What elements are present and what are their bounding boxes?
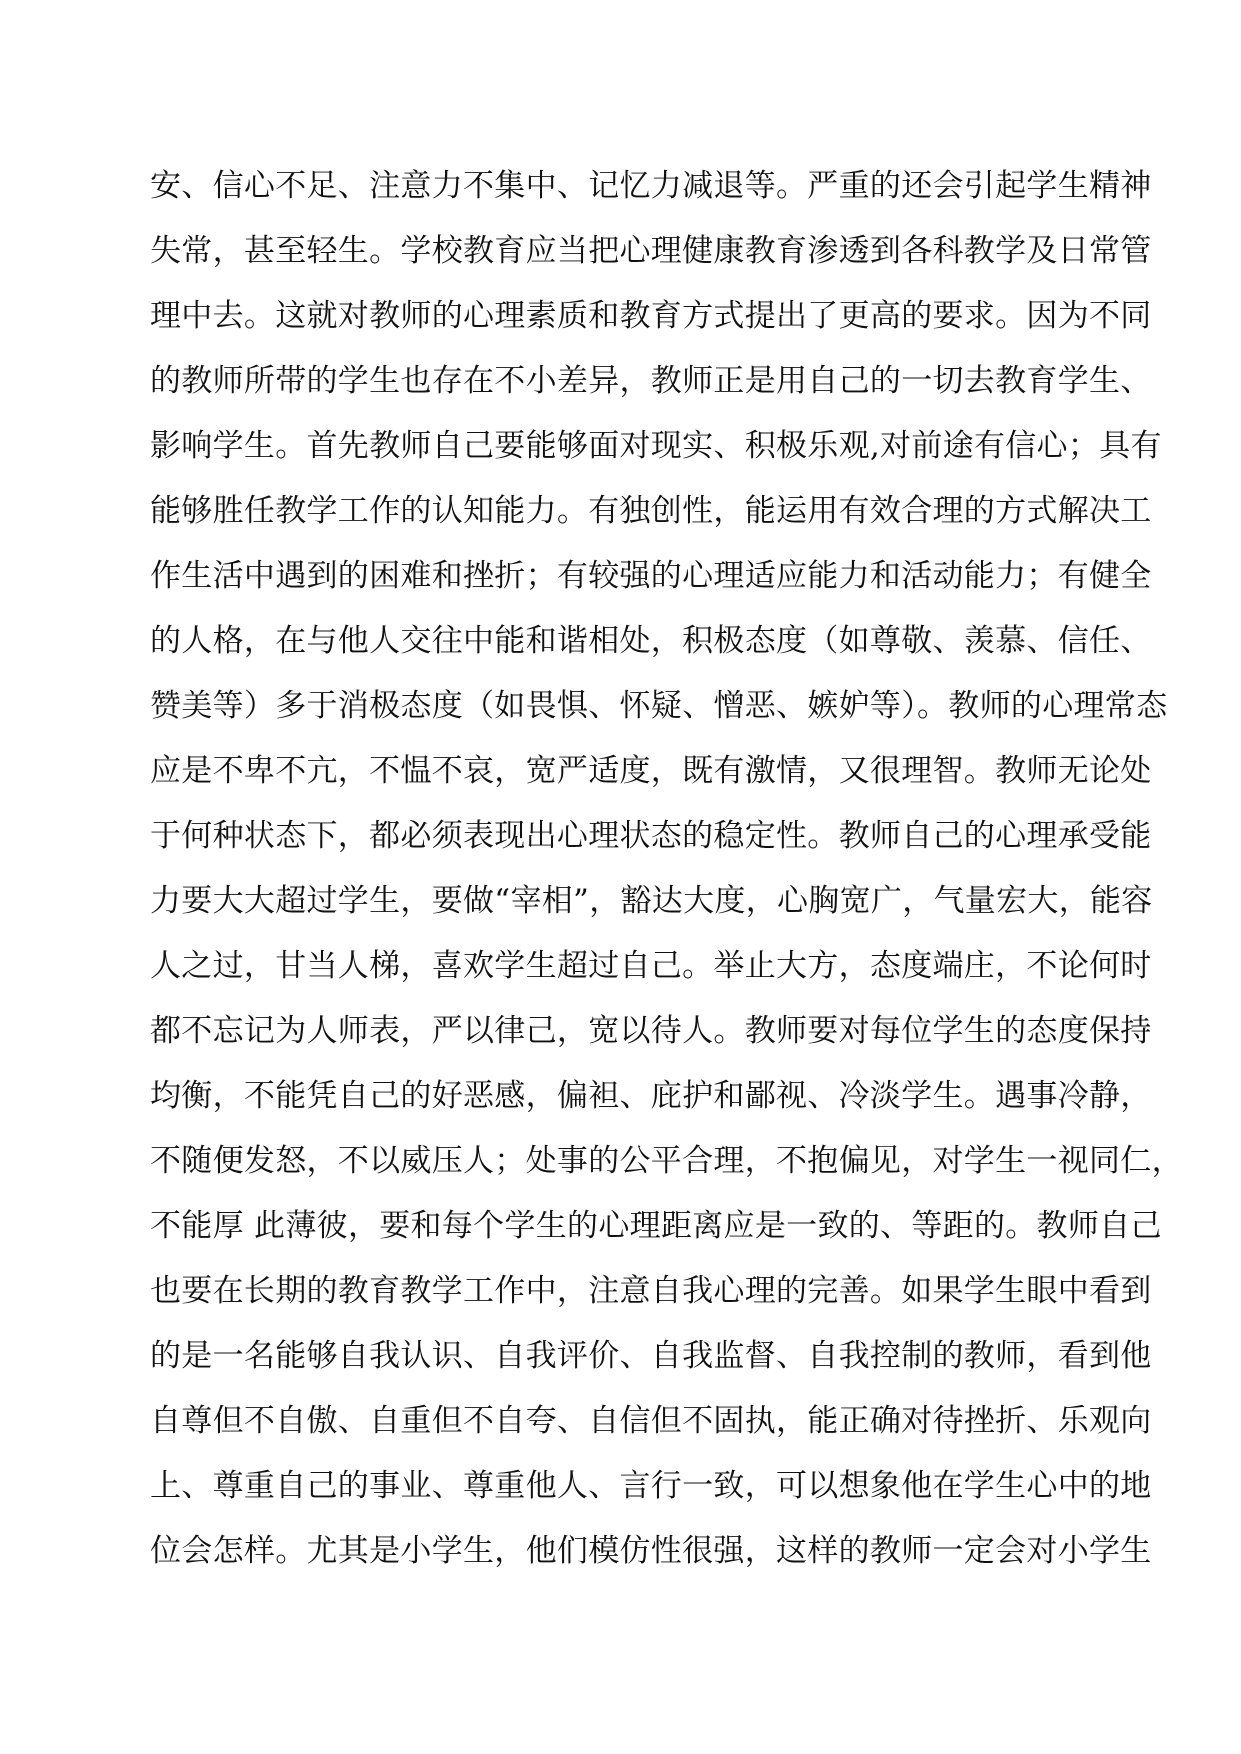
text-line: 能够胜任教学工作的认知能力。有独创性，能运用有效合理的方式解决工 <box>150 493 1152 529</box>
text-line: 安、信心不足、注意力不集中、记忆力减退等。严重的还会引起学生精神 <box>150 168 1152 204</box>
text-line: 不随便发怒，不以威压人；处事的公平合理，不抱偏见，对学生一视同仁， <box>150 1143 1183 1179</box>
text-line: 应是不卑不亢，不愠不哀，宽严适度，既有激情，又很理智。教师无论处 <box>150 753 1152 789</box>
text-line: 均衡，不能凭自己的好恶感，偏袒、庇护和鄙视、冷淡学生。遇事冷静， <box>150 1078 1152 1114</box>
text-line: 理中去。这就对教师的心理素质和教育方式提出了更高的要求。因为不同 <box>150 298 1152 334</box>
text-line: 作生活中遇到的困难和挫折；有较强的心理适应能力和活动能力；有健全 <box>150 558 1152 594</box>
text-line: 赞美等）多于消极态度（如畏惧、怀疑、憎恶、嫉妒等）。教师的心理常态 <box>150 688 1168 724</box>
text-line: 不能厚 此薄彼，要和每个学生的心理距离应是一致的、等距的。教师自己 <box>150 1208 1162 1244</box>
text-line: 影响学生。首先教师自己要能够面对现实、积极乐观,对前途有信心；具有 <box>150 428 1162 464</box>
text-line: 人之过，甘当人梯，喜欢学生超过自己。举止大方，态度端庄，不论何时 <box>150 948 1152 984</box>
text-line: 都不忘记为人师表，严以律己，宽以待人。教师要对每位学生的态度保持 <box>150 1013 1152 1049</box>
body-text <box>150 154 1183 1584</box>
text-line: 的教师所带的学生也存在不小差异，教师正是用自己的一切去教育学生、 <box>150 363 1152 399</box>
text-line: 上、尊重自己的事业、尊重他人、言行一致，可以想象他在学生心中的地 <box>150 1468 1152 1504</box>
text-line: 于何种状态下，都必须表现出心理状态的稳定性。教师自己的心理承受能 <box>150 818 1152 854</box>
text-line: 的是一名能够自我认识、自我评价、自我监督、自我控制的教师，看到他 <box>150 1338 1152 1374</box>
text-line: 的人格，在与他人交往中能和谐相处，积极态度（如尊敬、羡慕、信任、 <box>150 623 1152 659</box>
text-line: 力要大大超过学生，要做“宰相”，豁达大度，心胸宽广，气量宏大，能容 <box>150 883 1153 919</box>
text-line: 也要在长期的教育教学工作中，注意自我心理的完善。如果学生眼中看到 <box>150 1273 1152 1309</box>
text-line: 位会怎样。尤其是小学生，他们模仿性很强，这样的教师一定会对小学生 <box>150 1533 1152 1569</box>
text-line: 失常，甚至轻生。学校教育应当把心理健康教育渗透到各科教学及日常管 <box>150 233 1152 269</box>
text-line: 自尊但不自傲、自重但不自夸、自信但不固执，能正确对待挫折、乐观向 <box>150 1403 1152 1439</box>
